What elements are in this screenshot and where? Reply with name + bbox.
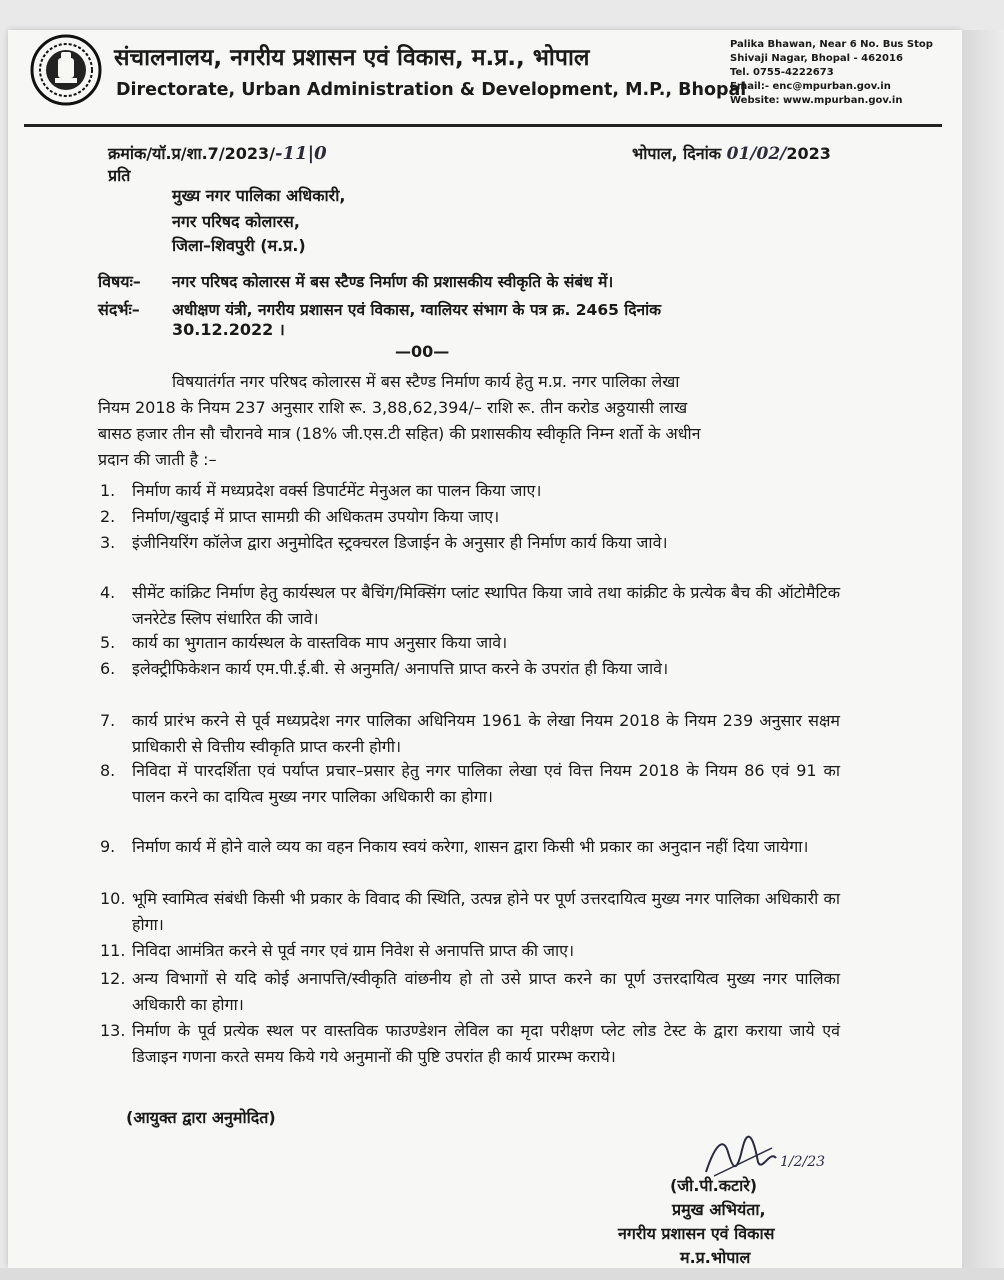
list-number: 6. xyxy=(100,659,116,678)
list-text: भूमि स्वामित्व संबंधी किसी भी प्रकार के विवाद की स्थिति, उत्पन्न होने पर पूर्ण उत्तरदायित्व मुख्य नगर पालिका अधिकारी का होगा। xyxy=(132,889,840,934)
header-rule xyxy=(24,124,942,127)
list-text: अन्य विभागों से यदि कोई अनापत्ति/स्वीकृति वांछनीय हो तो उसे प्राप्त करने का पूर्ण उत्तरदायित्व मुख्य नगर पालिका अधिकारी का होगा। xyxy=(132,969,840,1014)
list-number: 3. xyxy=(100,533,116,552)
address-line: Tel. 0755-4222673 xyxy=(730,67,834,78)
address-line: Email:- enc@mpurban.gov.in xyxy=(730,81,891,92)
list-text: निविदा आमंत्रित करने से पूर्व नगर एवं ग्राम निवेश से अनापत्ति प्राप्त की जाए। xyxy=(132,941,575,960)
list-number: 7. xyxy=(100,711,116,730)
prati-label: प्रति xyxy=(108,166,131,185)
list-number: 12. xyxy=(100,969,126,988)
list-text: निर्माण/खुदाई में प्राप्त सामग्री की अधिकतम उपयोग किया जाए। xyxy=(132,507,500,526)
reference-date: 30.12.2022 । xyxy=(172,320,285,339)
body-line: विषयातंर्गत नगर परिषद कोलारस में बस स्टैण्ड निर्माण कार्य हेतु म.प्र. नगर पालिका लेखा xyxy=(172,372,680,391)
list-number: 8. xyxy=(100,761,116,780)
handwritten-ref: -11|0 xyxy=(275,143,327,164)
separator: —00— xyxy=(395,342,450,361)
office-address xyxy=(730,38,933,108)
reference-number: क्रमांक/यॉ.प्र/शा.7/2023/-11|0 xyxy=(108,143,327,164)
list-text: कार्य का भुगतान कार्यस्थल के वास्तविक माप अनुसार किया जावे। xyxy=(132,633,508,652)
list-text: निविदा में पारदर्शिता एवं पर्याप्त प्रचार–प्रसार हेतु नगर पालिका लेखा एवं वित्त नियम 2018 के नियम 86 एवं 91 का पालन करने का दायित्व मुख्य नगर पालिका अधिकारी का होगा। xyxy=(132,761,840,806)
list-text: सीमेंट कांक्रिट निर्माण हेतु कार्यस्थल पर बैचिंग/मिक्सिंग प्लांट स्थापित किया जावे तथा कांक्रीट के प्रत्येक बैच की ऑटोमैटिक जनरेटेड स्लिप संधारित की जावे। xyxy=(132,583,840,628)
recipient-line: नगर परिषद कोलारस, xyxy=(172,212,300,231)
letter-date: भोपाल, दिनांक 01/02/2023 xyxy=(632,144,831,164)
reference-label: संदर्भः– xyxy=(98,300,140,319)
list-text: इंजीनियरिंग कॉलेज द्वारा अनुमोदित स्ट्रक्चरल डिजाईन के अनुसार ही निर्माण कार्य किया जावे। xyxy=(132,533,668,552)
body-line: नियम 2018 के नियम 237 अनुसार राशि रू. 3,88,62,394/– राशि रू. तीन करोड अठ्ठयासी लाख xyxy=(98,398,688,417)
list-text: इलेक्ट्रीफिकेशन कार्य एम.पी.ई.बी. से अनुमति/ अनापत्ति प्राप्त करने के उपरांत ही किया जावे। xyxy=(132,659,669,678)
recipient-line: जिला–शिवपुरी (म.प्र.) xyxy=(172,236,306,255)
signatory-department: नगरीय प्रशासन एवं विकास xyxy=(618,1224,775,1243)
page-edge xyxy=(962,30,1004,1268)
signature-date: 1/2/23 xyxy=(780,1154,826,1170)
handwritten-date: 01/02/ xyxy=(726,144,787,164)
list-number: 2. xyxy=(100,507,116,526)
office-name-hindi: संचालनालय, नगरीय प्रशासन एवं विकास, म.प्र., भोपाल xyxy=(114,45,590,71)
subject-label: विषयः– xyxy=(98,272,141,291)
subject-text: नगर परिषद कोलारस में बस स्टैण्ड निर्माण की प्रशासकीय स्वीकृति के संबंध में। xyxy=(172,273,614,291)
address-line: Palika Bhawan, Near 6 No. Bus Stop xyxy=(730,39,933,50)
address-line: Shivaji Nagar, Bhopal - 462016 xyxy=(730,53,903,64)
signatory-designation: प्रमुख अभियंता, xyxy=(672,1200,766,1219)
list-number: 9. xyxy=(100,837,116,856)
office-name-english: Directorate, Urban Administration & Development, M.P., Bhopal xyxy=(116,80,747,100)
signatory-place: म.प्र.भोपाल xyxy=(680,1248,751,1267)
body-line: बासठ हजार तीन सौ चौरानवे मात्र (18% जी.एस.टी सहित) की प्रशासकीय स्वीकृति निम्न शर्तो के अधीन xyxy=(98,424,701,443)
page-edge-bottom xyxy=(0,1268,1004,1280)
body-line: प्रदान की जाती है :– xyxy=(98,450,217,469)
list-text: कार्य प्रारंभ करने से पूर्व मध्यप्रदेश नगर पालिका अधिनियम 1961 के लेखा नियम 2018 के नियम 239 अनुसार सक्षम प्राधिकारी से वित्तीय स्वीकृति प्राप्त करनी होगी। xyxy=(132,711,840,756)
list-text: निर्माण कार्य में मध्यप्रदेश वर्क्स डिपार्टमेंट मेनुअल का पालन किया जाए। xyxy=(132,481,542,500)
list-number: 13. xyxy=(100,1021,126,1040)
reference-text: अधीक्षण यंत्री, नगरीय प्रशासन एवं विकास, ग्वालियर संभाग के पत्र क्र. 2465 दिनांक xyxy=(172,301,662,319)
address-line: Website: www.mpurban.gov.in xyxy=(730,95,903,106)
government-emblem-icon xyxy=(30,34,102,106)
list-number: 5. xyxy=(100,633,116,652)
list-number: 4. xyxy=(100,583,116,602)
list-number: 10. xyxy=(100,889,126,908)
list-text: निर्माण कार्य में होने वाले व्यय का वहन निकाय स्वयं करेगा, शासन द्वारा किसी भी प्रकार का अनुदान नहीं दिया जायेगा। xyxy=(132,837,809,856)
list-number: 11. xyxy=(100,941,126,960)
approval-note: (आयुक्त द्वारा अनुमोदित) xyxy=(126,1108,276,1127)
list-number: 1. xyxy=(100,481,116,500)
list-text: निर्माण के पूर्व प्रत्येक स्थल पर वास्तविक फाउण्डेशन लेविल का मृदा परीक्षण प्लेट लोड टेस्ट के द्वारा कराया जाये एवं डिजाइन गणना करते समय किये गये अनुमानों की पुष्टि उपरांत ही कार्य प्रारम्भ कराये। xyxy=(132,1021,840,1066)
signatory-name: (जी.पी.कटारे) xyxy=(670,1176,758,1195)
recipient-line: मुख्य नगर पालिका अधिकारी, xyxy=(172,186,346,205)
